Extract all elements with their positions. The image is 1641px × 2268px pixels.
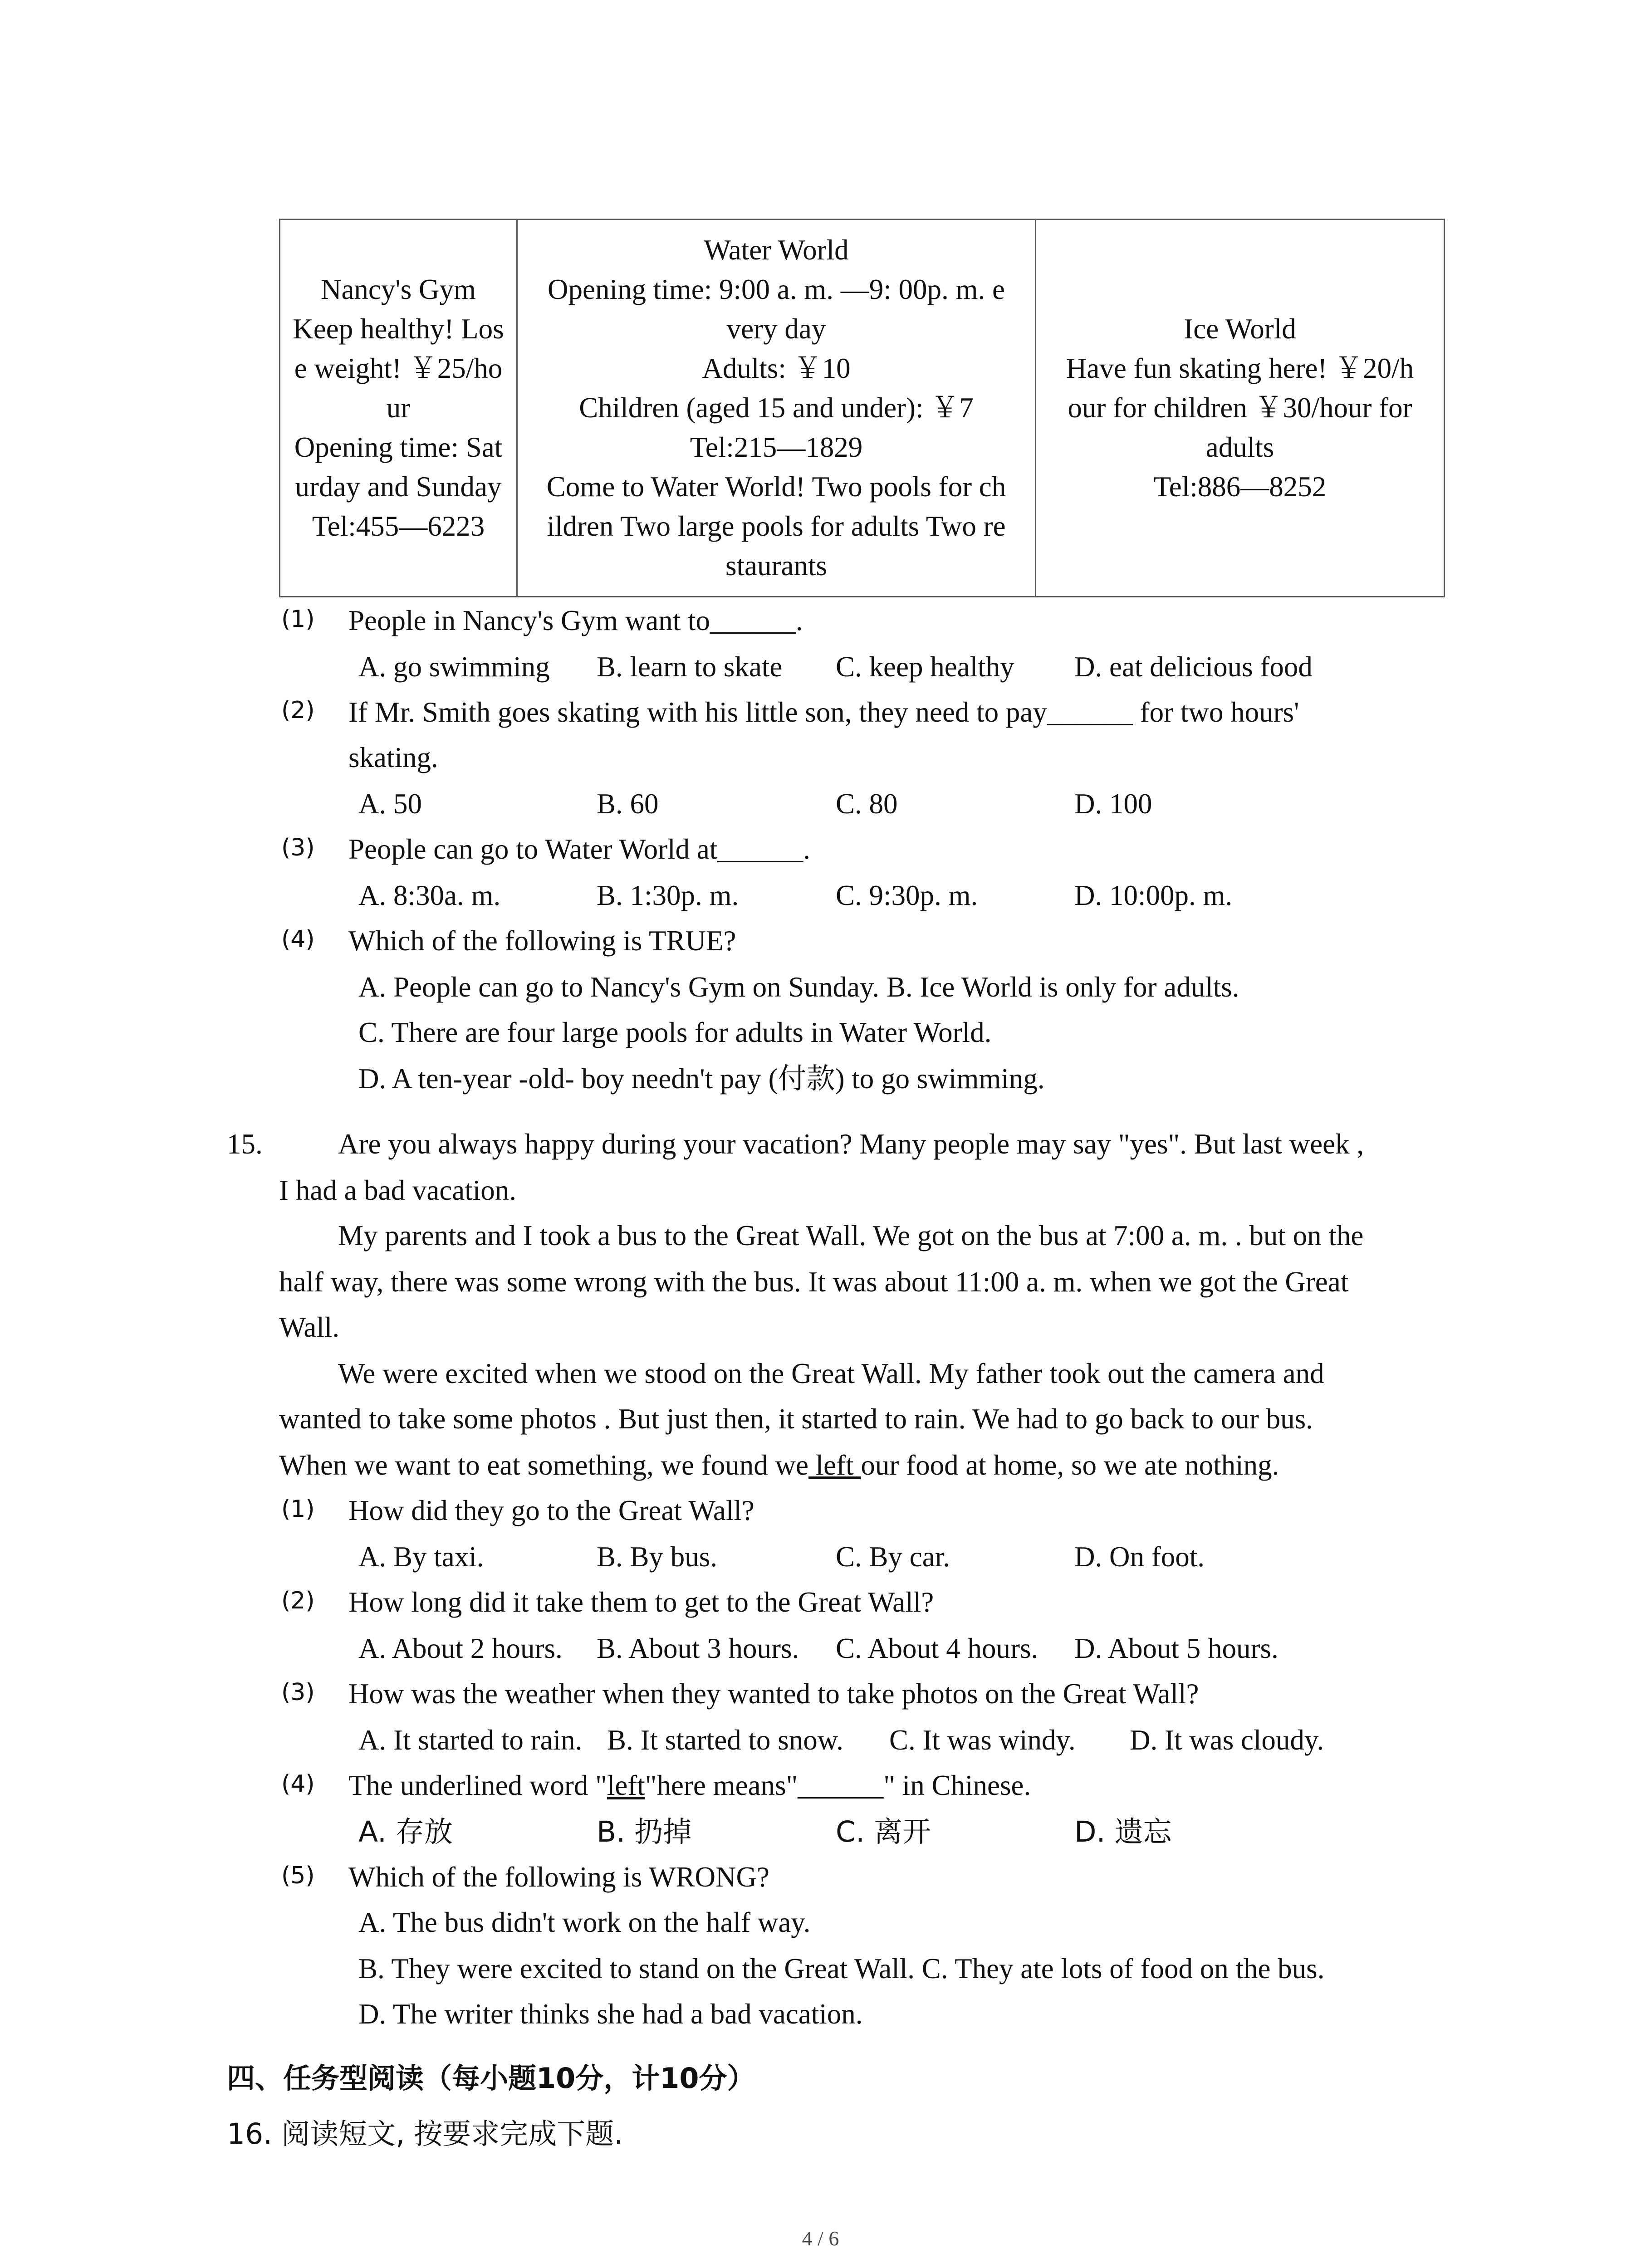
passage-number: 15. — [227, 1128, 263, 1160]
ad-line: our for children ￥30/hour for — [1068, 392, 1412, 424]
question-number: (4) — [281, 1770, 315, 1798]
option-a: A. The bus didn't work on the half way. — [358, 1906, 811, 1938]
option-a: A. 50 — [358, 788, 422, 820]
question-text: Which of the following is WRONG? — [348, 1861, 769, 1893]
option-a: A. go swimming — [358, 651, 550, 683]
option-b: B. About 3 hours. — [597, 1633, 799, 1664]
ad-line: very day — [726, 313, 826, 345]
question-text — [348, 1767, 1031, 1804]
option-d: D. 遗忘 — [1074, 1815, 1172, 1848]
passage-text: our food at home, so we ate nothing. — [861, 1449, 1279, 1481]
option-d: D. The writer thinks she had a bad vacation. — [358, 1998, 863, 2030]
ad-line: Adults: ￥10 — [702, 352, 851, 384]
option-b: B. learn to skate — [597, 651, 783, 683]
option-b: B. 扔掉 — [597, 1815, 692, 1848]
question-text: How did they go to the Great Wall? — [348, 1495, 754, 1526]
question-text: Which of the following is TRUE? — [348, 925, 736, 957]
ad-line: Opening time: 9:00 a. m. —9: 00p. m. e — [548, 274, 1005, 305]
option-d: D. On foot. — [1074, 1541, 1205, 1573]
ad-line: Keep healthy! Los — [293, 313, 504, 345]
option-c: C. It was windy. — [889, 1724, 1076, 1756]
question-text: If Mr. Smith goes skating with his little son, they need to pay______ for two hours' — [348, 696, 1299, 728]
passage-line: We were excited when we stood on the Great Wall. My father took out the camera and — [338, 1358, 1324, 1389]
ad-water-world — [517, 220, 1036, 597]
passage-line: Are you always happy during your vacation? Many people may say "yes". But last week , — [338, 1128, 1364, 1160]
passage-line: I had a bad vacation. — [279, 1174, 517, 1206]
ad-line: Tel:886—8252 — [1153, 471, 1327, 503]
option-c: C. By car. — [836, 1541, 950, 1573]
option-c: C. 80 — [836, 788, 898, 820]
option-a: A. By taxi. — [358, 1541, 484, 1573]
ad-line: Children (aged 15 and under): ￥7 — [579, 392, 974, 424]
option-d: D. It was cloudy. — [1130, 1724, 1324, 1756]
question-number: (5) — [281, 1862, 315, 1889]
option-d: D. A ten-year -old- boy needn't pay (付款) to go swimming. — [358, 1063, 1045, 1095]
question-number: (4) — [281, 926, 315, 953]
option-a: A. It started to rain. — [358, 1724, 583, 1756]
ad-ice-world — [1036, 220, 1445, 597]
ad-line: staurants — [725, 550, 827, 582]
option-b: B. 1:30p. m. — [597, 880, 739, 911]
question-text: How was the weather when they wanted to take photos on the Great Wall? — [348, 1678, 1199, 1710]
question-number: (3) — [281, 1679, 315, 1706]
ad-line: Have fun skating here! ￥20/h — [1066, 352, 1414, 384]
ad-nancys-gym — [280, 220, 517, 597]
option-b: B. It started to snow. — [607, 1724, 843, 1756]
underlined-word: left — [607, 1769, 645, 1801]
option-c: C. 9:30p. m. — [836, 880, 978, 911]
question-number: (2) — [281, 1587, 315, 1614]
passage-line: My parents and I took a bus to the Great Wall. We got on the bus at 7:00 a. m. . but on the — [338, 1220, 1364, 1251]
page-number: 4 / 6 — [802, 2227, 839, 2250]
option-c: C. There are four large pools for adults in Water World. — [358, 1017, 992, 1048]
ad-line: Water World — [704, 234, 849, 266]
option-b: B. By bus. — [597, 1541, 718, 1573]
ad-line: Ice World — [1184, 313, 1296, 345]
ad-line: ildren Two large pools for adults Two re — [547, 510, 1006, 542]
ad-line: adults — [1205, 431, 1274, 463]
passage-line — [279, 1447, 1279, 1484]
option-d: D. About 5 hours. — [1074, 1633, 1279, 1664]
option-a: A. 存放 — [358, 1815, 453, 1848]
option-c: C. About 4 hours. — [836, 1633, 1038, 1664]
question-text: People in Nancy's Gym want to______. — [348, 605, 803, 636]
question-text-cont: skating. — [348, 742, 438, 773]
section-title: 四、任务型阅读（每小题10分，计10分） — [227, 2062, 755, 2095]
option-d: D. 10:00p. m. — [1074, 880, 1233, 911]
question-number: (1) — [281, 606, 315, 633]
passage-line: half way, there was some wrong with the bus. It was about 11:00 a. m. when we got the Great — [279, 1266, 1349, 1298]
ad-line: Come to Water World! Two pools for ch — [546, 471, 1006, 503]
ad-line: Nancy's Gym — [320, 274, 476, 305]
option-d: D. eat delicious food — [1074, 651, 1313, 683]
question-text: People can go to Water World at______. — [348, 833, 811, 865]
passage-line: wanted to take some photos . But just then, it started to rain. We had to go back to our bus. — [279, 1403, 1313, 1435]
ad-line: Opening time: Sat — [294, 431, 503, 463]
option-a: A. 8:30a. m. — [358, 880, 501, 911]
ad-line: Tel:215—1829 — [690, 431, 863, 463]
option-c: C. keep healthy — [836, 651, 1014, 683]
ad-line: urday and Sunday — [295, 471, 502, 503]
option-a-b: A. People can go to Nancy's Gym on Sunday. B. Ice World is only for adults. — [358, 971, 1239, 1003]
ad-line: Tel:455—6223 — [312, 510, 485, 542]
question-text: How long did it take them to get to the Great Wall? — [348, 1586, 934, 1618]
question-number: (3) — [281, 834, 315, 861]
ad-line: e weight! ￥25/ho — [294, 352, 503, 384]
passage-line: Wall. — [279, 1311, 340, 1343]
question-text-part: The underlined word " — [348, 1769, 607, 1801]
question-text-part: "here means"______" in Chinese. — [645, 1769, 1031, 1801]
option-a: A. About 2 hours. — [358, 1633, 563, 1664]
option-c: C. 离开 — [836, 1815, 931, 1848]
option-b-c: B. They were excited to stand on the Great Wall. C. They ate lots of food on the bus. — [358, 1953, 1325, 1984]
question-number: (1) — [281, 1496, 315, 1523]
question-number: (2) — [281, 697, 315, 724]
ads-table — [279, 219, 1445, 597]
underlined-word: left — [808, 1449, 861, 1481]
question-16-instruction: 16. 阅读短文, 按要求完成下题. — [227, 2117, 623, 2151]
passage-text: When we want to eat something, we found we — [279, 1449, 808, 1481]
ad-line: ur — [386, 392, 411, 424]
option-d: D. 100 — [1074, 788, 1152, 820]
option-b: B. 60 — [597, 788, 659, 820]
